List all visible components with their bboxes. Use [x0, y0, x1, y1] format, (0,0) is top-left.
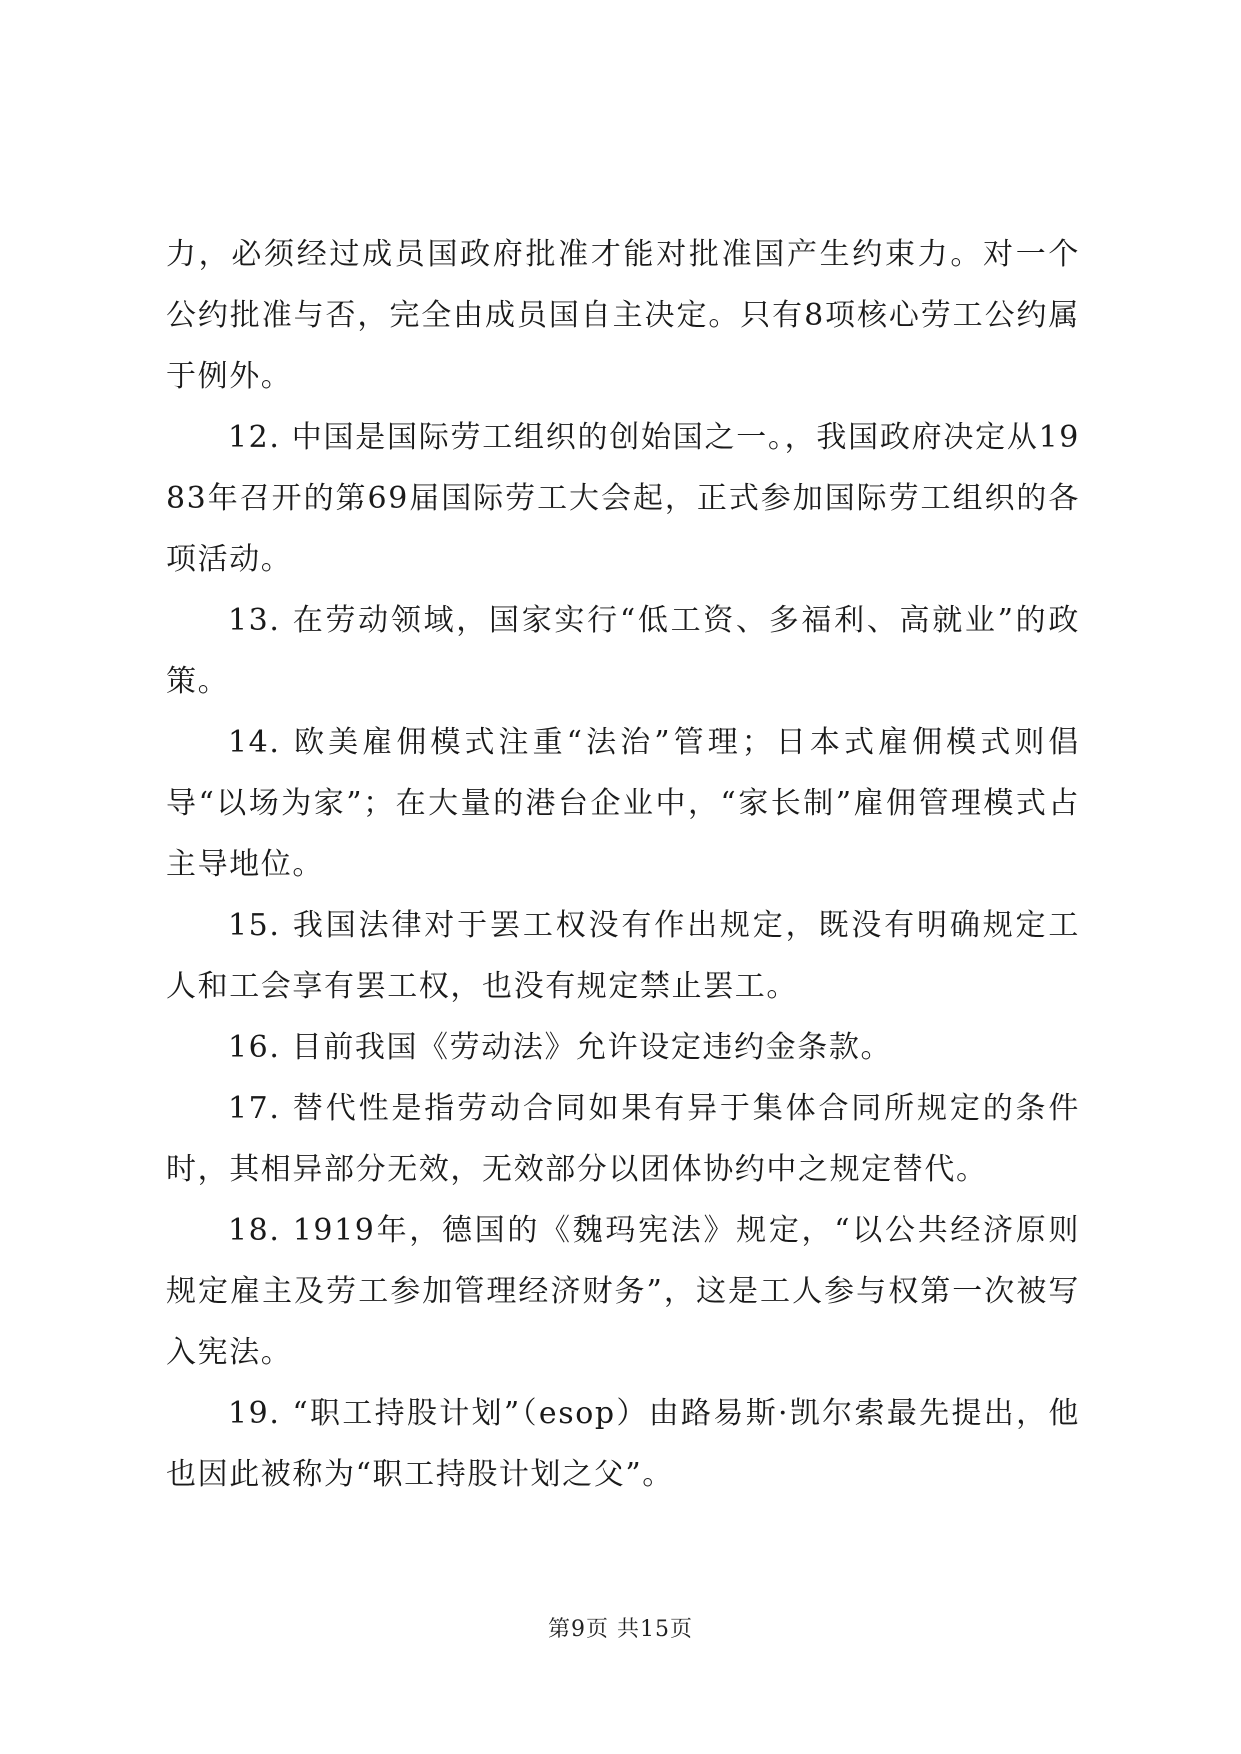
paragraph-item-17: 17. 替代性是指劳动合同如果有异于集体合同所规定的条件时，其相异部分无效，无效部分以团体协约中之规定替代。 — [166, 1091, 1080, 1187]
page-footer — [0, 1612, 1241, 1643]
page-number-label: 第9页 共15页 — [548, 1617, 693, 1642]
paragraph-item-13: 13. 在劳动领域，国家实行“低工资、多福利、高就业”的政策。 — [166, 603, 1080, 699]
paragraph-item-12: 12. 中国是国际劳工组织的创始国之一。，我国政府决定从1983年召开的第69届国际劳工大会起，正式参加国际劳工组织的各项活动。 — [166, 420, 1080, 577]
document-body — [166, 224, 1080, 1505]
paragraph-item-18: 18. 1919年，德国的《魏玛宪法》规定，“以公共经济原则规定雇主及劳工参加管理经济财务”，这是工人参与权第一次被写入宪法。 — [166, 1213, 1080, 1370]
paragraph-item-19: 19. “职工持股计划”（esop）由路易斯·凯尔索最先提出，他也因此被称为“职工持股计划之父”。 — [166, 1396, 1080, 1492]
paragraph-continuation: 力，必须经过成员国政府批准才能对批准国产生约束力。对一个公约批准与否，完全由成员国自主决定。只有8项核心劳工公约属于例外。 — [166, 237, 1080, 394]
paragraph-item-15: 15. 我国法律对于罢工权没有作出规定，既没有明确规定工人和工会享有罢工权，也没有规定禁止罢工。 — [166, 908, 1080, 1004]
paragraph-item-14: 14. 欧美雇佣模式注重“法治”管理；日本式雇佣模式则倡导“以场为家”；在大量的港台企业中，“家长制”雇佣管理模式占主导地位。 — [166, 725, 1080, 882]
paragraph-item-16: 16. 目前我国《劳动法》允许设定违约金条款。 — [228, 1030, 893, 1065]
